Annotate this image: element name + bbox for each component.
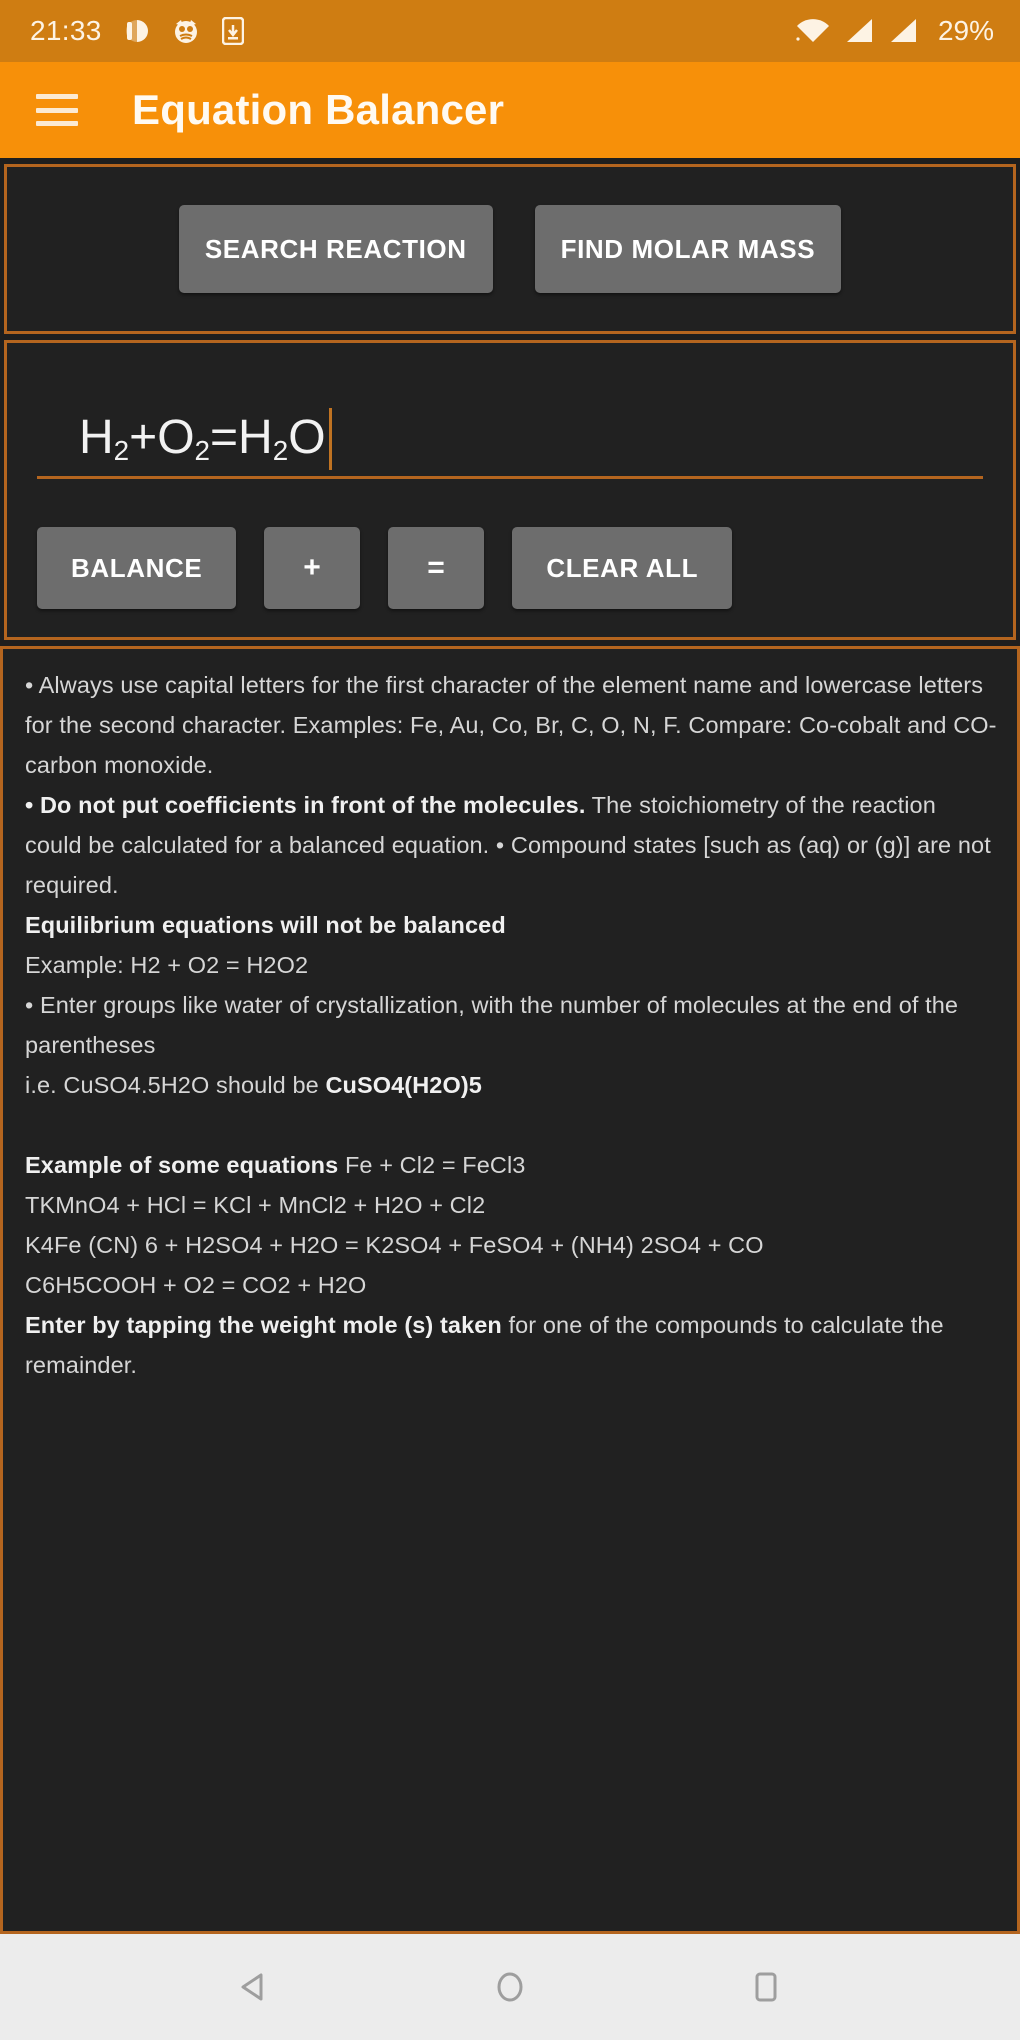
instruction-line-3: [25, 905, 997, 945]
instruction-line-10: C6H5COOH + O2 = CO2 + H2O: [25, 1272, 367, 1298]
android-nav-bar: [0, 1934, 1020, 2040]
hamburger-bar: [36, 94, 78, 99]
hamburger-menu-icon[interactable]: [36, 94, 78, 126]
back-button[interactable]: [236, 1969, 272, 2005]
instruction-line-2: [25, 785, 997, 905]
home-button[interactable]: [492, 1969, 528, 2005]
instruction-line-3-bold: Equilibrium equations will not be balanced: [25, 912, 506, 938]
search-reaction-button[interactable]: SEARCH REACTION: [179, 205, 493, 293]
equation-input-panel: [4, 340, 1016, 640]
instructions-spacer: [25, 1105, 997, 1145]
home-circle-icon: [492, 1969, 528, 2005]
instruction-line-6-prefix: i.e. CuSO4.5H2O should be: [25, 1072, 326, 1098]
instruction-line-5: • Enter groups like water of crystallization, with the number of molecules at the end of the parentheses: [25, 992, 959, 1058]
recents-button[interactable]: [748, 1969, 784, 2005]
operations-row: [37, 527, 983, 609]
text-cursor: [329, 408, 332, 470]
wifi-icon: [796, 17, 830, 45]
instruction-line-7-rest: Fe + Cl2 = FeCl3: [338, 1152, 526, 1178]
instruction-line-6: [25, 1065, 997, 1105]
status-bar-left: [30, 15, 244, 47]
status-bar-right: [796, 15, 994, 47]
dnd-icon: [124, 18, 150, 44]
status-clock: 21:33: [30, 15, 102, 46]
hamburger-bar: [36, 121, 78, 126]
owl-app-icon: [172, 17, 200, 45]
instruction-line-2-bold: • Do not put coefficients in front of the molecules.: [25, 792, 586, 818]
find-molar-mass-button[interactable]: FIND MOLAR MASS: [535, 205, 842, 293]
status-bar: [0, 0, 1020, 62]
instruction-line-4: Example: H2 + O2 = H2O2: [25, 952, 309, 978]
instructions-text: [25, 665, 997, 1385]
device-download-icon: [222, 17, 244, 45]
instruction-line-9: K4Fe (CN) 6 + H2SO4 + H2O = K2SO4 + FeSO4 + (NH4) 2SO4 + CO: [25, 1232, 764, 1258]
instruction-line-6-bold: CuSO4(H2O)5: [325, 1072, 482, 1098]
instruction-line-1: • Always use capital letters for the first character of the element name and lowercase letters for the second character. Examples: Fe, Au, Co, Br, C, O, N, F. Compare: Co-cobalt and CO-carbon monoxide.: [25, 672, 997, 778]
top-actions-panel: [4, 164, 1016, 334]
plus-button[interactable]: +: [264, 527, 360, 609]
instruction-line-11-bold: Enter by tapping the weight mole (s) taken: [25, 1312, 502, 1338]
instructions-panel: [0, 646, 1020, 1934]
signal-icon-1: [844, 17, 874, 45]
battery-percentage: 29%: [937, 15, 994, 46]
signal-icon-2: [888, 17, 918, 45]
equation-input-field[interactable]: [37, 383, 983, 479]
instruction-line-2-rest: The stoichiometry of the reaction could be calculated for a balanced equation. • Compound states [such as (aq) or (g)] are not required.: [25, 792, 991, 898]
equals-button[interactable]: =: [388, 527, 484, 609]
hamburger-bar: [36, 108, 78, 113]
instruction-line-8: TKMnO4 + HCl = KCl + MnCl2 + H2O + Cl2: [25, 1192, 486, 1218]
instruction-line-11-rest: for one of the compounds to calculate the remainder.: [25, 1312, 944, 1378]
app-bar: [0, 62, 1020, 158]
app-title: Equation Balancer: [132, 86, 505, 133]
instruction-line-7: [25, 1145, 997, 1185]
instruction-line-11: [25, 1305, 997, 1385]
equation-input-value: $H_2+O_2=H_2O$: [79, 411, 326, 467]
back-triangle-icon: [236, 1969, 272, 2005]
clear-all-button[interactable]: CLEAR ALL: [512, 527, 732, 609]
recents-square-icon: [748, 1969, 784, 2005]
instruction-line-7-bold: Example of some equations: [25, 1152, 339, 1178]
balance-button[interactable]: BALANCE: [37, 527, 236, 609]
